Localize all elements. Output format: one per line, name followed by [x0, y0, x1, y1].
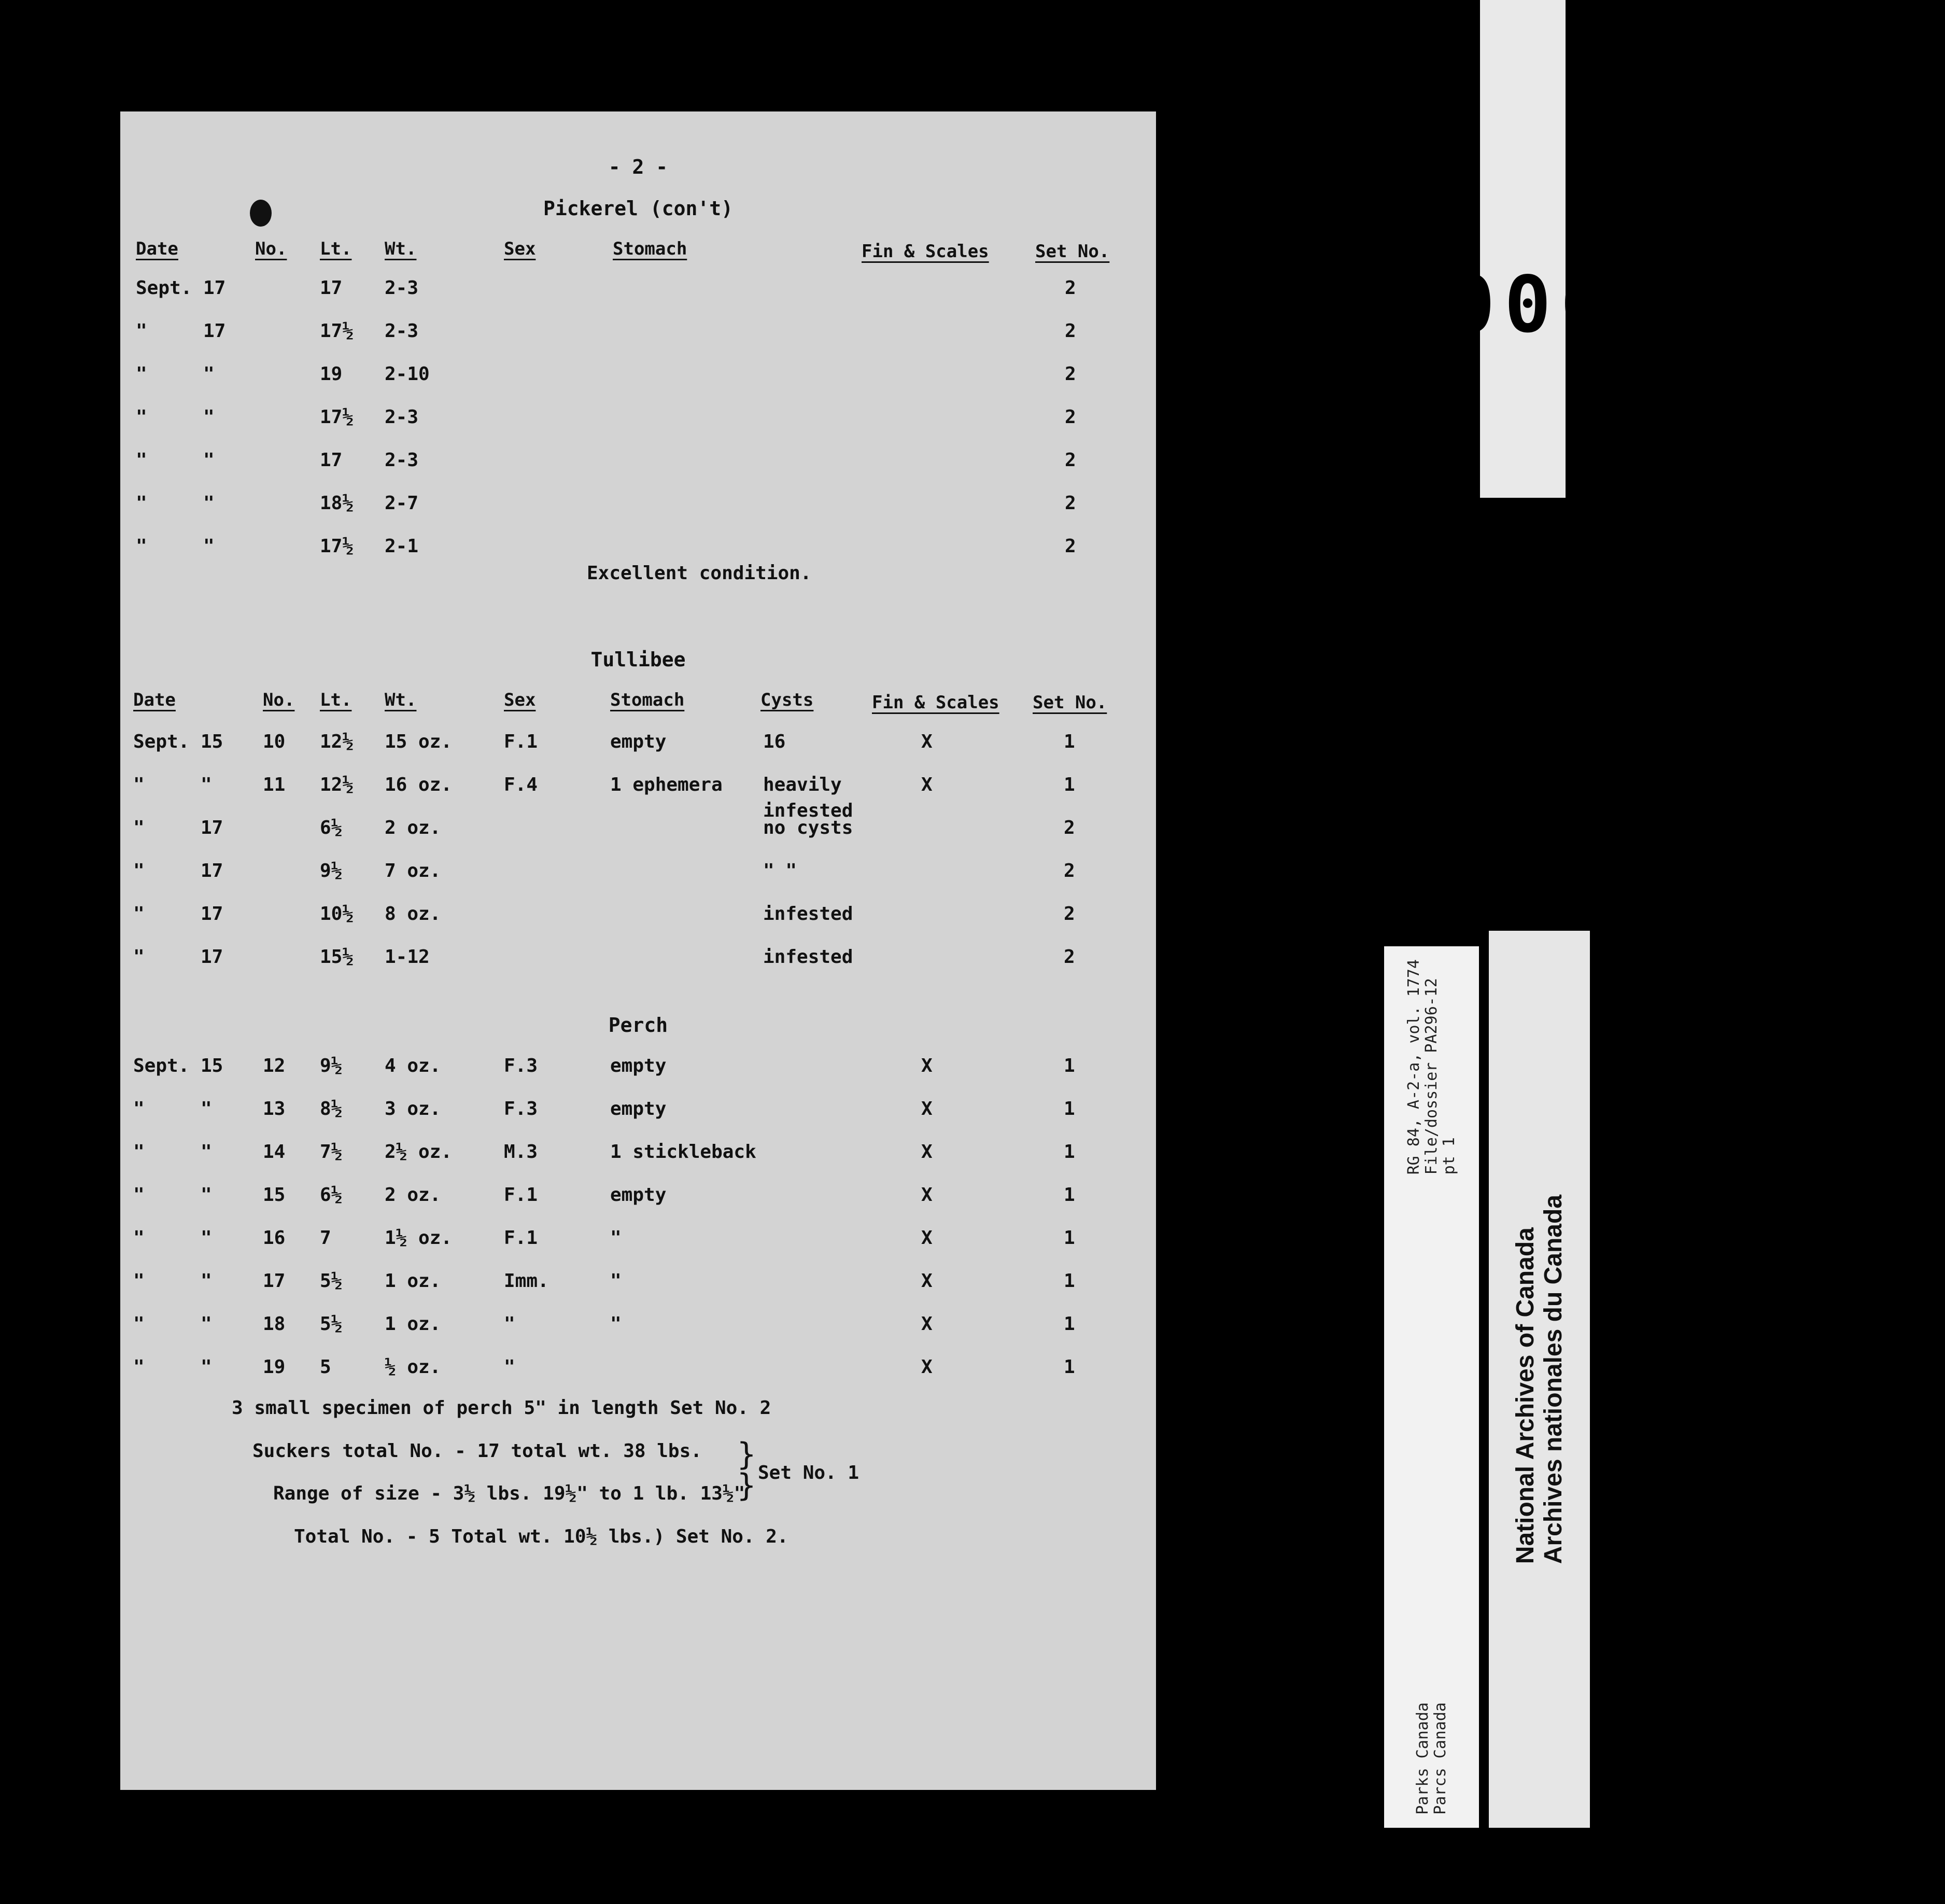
pickerel-header-fin-scales: Fin & Scales	[862, 241, 989, 262]
tullibee-header-lt: Lt.	[320, 690, 352, 710]
perch-row-fin-scales: X	[921, 1227, 933, 1249]
pickerel-row-length: 18½	[320, 493, 354, 514]
tullibee-row-date-day: "	[201, 774, 212, 795]
tullibee-row-weight: 2 oz.	[385, 817, 441, 838]
tullibee-row-fin-scales: X	[921, 774, 933, 795]
tullibee-row-date-month: "	[133, 860, 145, 881]
perch-row-length: 5½	[320, 1270, 343, 1292]
pickerel-row-weight: 2-3	[385, 407, 419, 428]
pickerel-row-date-month: "	[136, 320, 147, 342]
tullibee-row-length: 10½	[320, 903, 354, 925]
suckers-set-2-total: Total No. - 5 Total wt. 10½ lbs.) Set No. 2.	[294, 1526, 788, 1547]
pickerel-header-no: No.	[255, 239, 287, 259]
pickerel-title: Pickerel (con't)	[543, 197, 734, 220]
perch-row-set-no: 1	[1064, 1098, 1075, 1119]
frame-number-strip	[1326, 0, 1720, 498]
suckers-brace-lower: }	[737, 1467, 756, 1504]
pickerel-row-date-day: "	[203, 407, 215, 428]
tullibee-row-stomach: empty	[610, 731, 667, 752]
tullibee-row-date-month: "	[133, 817, 145, 838]
pickerel-row-date-month: "	[136, 407, 147, 428]
perch-row-set-no: 1	[1064, 1141, 1075, 1163]
tullibee-row-date-month: "	[133, 946, 145, 968]
perch-row-length: 6½	[320, 1184, 343, 1206]
perch-row-sex: "	[504, 1356, 515, 1378]
pickerel-row-date-day: 17	[203, 320, 226, 342]
perch-row-number: 17	[263, 1270, 286, 1292]
pickerel-row-weight: 2-3	[385, 320, 419, 342]
tullibee-row-stomach: 1 ephemera	[610, 774, 723, 795]
perch-row-date-day: 15	[201, 1055, 223, 1076]
tullibee-row-length: 12½	[320, 774, 354, 795]
perch-row-date-month: "	[133, 1227, 145, 1249]
perch-row-set-no: 1	[1064, 1055, 1075, 1076]
tullibee-row-set-no: 2	[1064, 817, 1075, 838]
suckers-set-1: Set No. 1	[758, 1462, 859, 1483]
tullibee-row-length: 6½	[320, 817, 343, 838]
tullibee-row-length: 12½	[320, 731, 354, 752]
pickerel-row-set-no: 2	[1065, 277, 1076, 299]
perch-row-stomach: empty	[610, 1098, 667, 1119]
pickerel-header-stomach: Stomach	[613, 239, 687, 259]
tullibee-header-cysts: Cysts	[760, 690, 814, 710]
parks-canada-text	[1414, 1702, 1449, 1815]
pickerel-row-date-month: Sept.	[136, 277, 192, 299]
tullibee-header-no: No.	[263, 690, 295, 710]
tullibee-header-set-no: Set No.	[1033, 692, 1107, 713]
archives-name-fr: Archives nationales du Canada	[1539, 1194, 1567, 1564]
perch-row-fin-scales: X	[921, 1098, 933, 1119]
perch-row-weight: 1½ oz.	[385, 1227, 453, 1249]
page-number: - 2 -	[608, 156, 668, 178]
perch-row-number: 18	[263, 1313, 286, 1335]
perch-row-date-day: "	[201, 1313, 212, 1335]
perch-row-stomach: empty	[610, 1055, 667, 1076]
document-page	[120, 111, 1156, 1790]
pickerel-row-set-no: 2	[1065, 493, 1076, 514]
pickerel-row-set-no: 2	[1065, 320, 1076, 342]
tullibee-row-set-no: 1	[1064, 731, 1075, 752]
pickerel-row-length: 17	[320, 450, 343, 471]
tullibee-row-weight: 16 oz.	[385, 774, 453, 795]
pickerel-row-set-no: 2	[1065, 363, 1076, 385]
perch-row-stomach: "	[610, 1270, 622, 1292]
perch-row-number: 15	[263, 1184, 286, 1206]
pickerel-row-set-no: 2	[1065, 450, 1076, 471]
tullibee-row-set-no: 2	[1064, 946, 1075, 968]
pickerel-row-weight: 2-10	[385, 363, 430, 385]
perch-row-date-month: "	[133, 1270, 145, 1292]
archives-text	[1512, 1195, 1568, 1564]
perch-row-number: 13	[263, 1098, 286, 1119]
perch-row-set-no: 1	[1064, 1270, 1075, 1292]
pickerel-row-set-no: 2	[1065, 536, 1076, 557]
perch-row-length: 5½	[320, 1313, 343, 1335]
perch-row-fin-scales: X	[921, 1270, 933, 1292]
perch-row-sex: F.1	[504, 1227, 538, 1249]
pickerel-row-length: 17½	[320, 407, 354, 428]
perch-row-fin-scales: X	[921, 1141, 933, 1163]
perch-row-stomach: "	[610, 1313, 622, 1335]
pickerel-row-weight: 2-3	[385, 277, 419, 299]
perch-row-set-no: 1	[1064, 1184, 1075, 1206]
pickerel-header-sex: Sex	[504, 239, 536, 259]
perch-row-length: 8½	[320, 1098, 343, 1119]
perch-row-date-month: Sept.	[133, 1055, 190, 1076]
tullibee-row-weight: 7 oz.	[385, 860, 441, 881]
tullibee-row-date-month: "	[133, 903, 145, 925]
pickerel-row-date-day: "	[203, 363, 215, 385]
perch-row-fin-scales: X	[921, 1055, 933, 1076]
tullibee-header-stomach: Stomach	[610, 690, 685, 710]
tullibee-row-length: 15½	[320, 946, 354, 968]
perch-row-sex: F.3	[504, 1098, 538, 1119]
tullibee-row-cysts: infested	[763, 903, 853, 925]
tullibee-row-date-month: "	[133, 774, 145, 795]
tullibee-row-weight: 1-12	[385, 946, 430, 968]
tullibee-row-cysts: no cysts	[763, 817, 853, 838]
reference-text	[1405, 959, 1458, 1174]
perch-row-stomach: "	[610, 1227, 622, 1249]
perch-row-fin-scales: X	[921, 1356, 933, 1378]
pickerel-row-date-day: "	[203, 536, 215, 557]
tullibee-row-fin-scales: X	[921, 731, 933, 752]
tullibee-header-sex: Sex	[504, 690, 536, 710]
perch-row-sex: M.3	[504, 1141, 538, 1163]
pickerel-row-weight: 2-7	[385, 493, 419, 514]
tullibee-row-set-no: 2	[1064, 860, 1075, 881]
reference-line-2: File/dossier PA296-12	[1422, 978, 1441, 1175]
perch-row-weight: 2½ oz.	[385, 1141, 453, 1163]
pickerel-row-length: 19	[320, 363, 343, 385]
parks-canada-en: Parks Canada	[1413, 1702, 1432, 1815]
perch-row-number: 16	[263, 1227, 286, 1249]
perch-row-weight: 3 oz.	[385, 1098, 441, 1119]
pickerel-header-lt: Lt.	[320, 239, 352, 259]
tullibee-header-wt: Wt.	[385, 690, 417, 710]
reference-label	[1384, 946, 1479, 1828]
pickerel-row-date-month: "	[136, 450, 147, 471]
tullibee-row-cysts: 16	[763, 731, 786, 752]
perch-row-fin-scales: X	[921, 1184, 933, 1206]
perch-row-date-month: "	[133, 1184, 145, 1206]
perch-row-stomach: 1 stickleback	[610, 1141, 756, 1163]
tullibee-row-date-day: 17	[201, 903, 223, 925]
perch-row-date-day: "	[201, 1356, 212, 1378]
perch-row-date-month: "	[133, 1313, 145, 1335]
suckers-brace: }	[737, 1436, 756, 1473]
tullibee-title: Tullibee	[590, 648, 686, 671]
perch-title: Perch	[608, 1014, 668, 1037]
perch-row-length: 9½	[320, 1055, 343, 1076]
pickerel-row-date-day: "	[203, 450, 215, 471]
perch-row-number: 19	[263, 1356, 286, 1378]
pickerel-header-set-no: Set No.	[1035, 241, 1110, 262]
perch-row-length: 7½	[320, 1141, 343, 1163]
pickerel-row-length: 17½	[320, 320, 354, 342]
pickerel-header-wt: Wt.	[385, 239, 417, 259]
tullibee-header-date: Date	[133, 690, 176, 710]
frame-number: 0000059	[1326, 256, 1720, 346]
perch-row-set-no: 1	[1064, 1356, 1075, 1378]
perch-row-date-month: "	[133, 1141, 145, 1163]
tullibee-row-weight: 8 oz.	[385, 903, 441, 925]
perch-row-weight: 2 oz.	[385, 1184, 441, 1206]
archives-label	[1489, 931, 1590, 1828]
perch-note: 3 small specimen of perch 5" in length Set No. 2	[232, 1397, 771, 1419]
perch-row-weight: 1 oz.	[385, 1270, 441, 1292]
perch-row-number: 14	[263, 1141, 286, 1163]
tullibee-row-date-day: 17	[201, 817, 223, 838]
perch-row-date-day: "	[201, 1270, 212, 1292]
perch-row-number: 12	[263, 1055, 286, 1076]
reference-line-1: RG 84, A-2-a, vol. 1774	[1404, 959, 1423, 1175]
reference-line-3: pt 1	[1440, 1137, 1458, 1175]
pickerel-row-date-day: "	[203, 493, 215, 514]
perch-row-stomach: empty	[610, 1184, 667, 1206]
parks-canada-fr: Parcs Canada	[1431, 1702, 1449, 1815]
suckers-range: Range of size - 3½ lbs. 19½" to 1 lb. 13½"	[273, 1483, 745, 1504]
perch-row-set-no: 1	[1064, 1313, 1075, 1335]
archives-name-en: National Archives of Canada	[1511, 1227, 1539, 1564]
perch-row-weight: ½ oz.	[385, 1356, 441, 1378]
pickerel-row-length: 17½	[320, 536, 354, 557]
pickerel-row-date-month: "	[136, 493, 147, 514]
pickerel-row-set-no: 2	[1065, 407, 1076, 428]
perch-row-date-day: "	[201, 1227, 212, 1249]
tullibee-row-cysts: " "	[763, 860, 797, 881]
tullibee-row-number: 11	[263, 774, 286, 795]
pickerel-note: Excellent condition.	[587, 563, 812, 584]
perch-row-date-month: "	[133, 1356, 145, 1378]
tullibee-row-date-month: Sept.	[133, 731, 190, 752]
perch-row-weight: 1 oz.	[385, 1313, 441, 1335]
tullibee-row-date-day: 15	[201, 731, 223, 752]
pickerel-row-date-day: 17	[203, 277, 226, 299]
pickerel-row-weight: 2-3	[385, 450, 419, 471]
tullibee-row-date-day: 17	[201, 860, 223, 881]
tullibee-row-date-day: 17	[201, 946, 223, 968]
tullibee-row-set-no: 1	[1064, 774, 1075, 795]
pickerel-row-length: 17	[320, 277, 343, 299]
tullibee-row-set-no: 2	[1064, 903, 1075, 925]
tullibee-row-length: 9½	[320, 860, 343, 881]
perch-row-weight: 4 oz.	[385, 1055, 441, 1076]
perch-row-date-day: "	[201, 1141, 212, 1163]
suckers-total: Suckers total No. - 17 total wt. 38 lbs.	[252, 1440, 702, 1462]
tullibee-cysts-continuation: infested	[763, 800, 853, 821]
tullibee-row-sex: F.4	[504, 774, 538, 795]
tullibee-row-number: 10	[263, 731, 286, 752]
tullibee-header-fin-scales: Fin & Scales	[872, 692, 999, 713]
perch-row-fin-scales: X	[921, 1313, 933, 1335]
pickerel-row-date-month: "	[136, 536, 147, 557]
perch-row-sex: F.3	[504, 1055, 538, 1076]
perch-row-sex: "	[504, 1313, 515, 1335]
perch-row-date-day: "	[201, 1098, 212, 1119]
perch-row-sex: F.1	[504, 1184, 538, 1206]
tullibee-row-cysts: infested	[763, 946, 853, 968]
perch-row-date-month: "	[133, 1098, 145, 1119]
perch-row-date-day: "	[201, 1184, 212, 1206]
perch-row-set-no: 1	[1064, 1227, 1075, 1249]
perch-row-sex: Imm.	[504, 1270, 549, 1292]
pickerel-row-weight: 2-1	[385, 536, 419, 557]
tullibee-row-weight: 15 oz.	[385, 731, 453, 752]
pickerel-header-date: Date	[136, 239, 178, 259]
perch-row-length: 7	[320, 1227, 331, 1249]
pickerel-row-date-month: "	[136, 363, 147, 385]
tullibee-row-cysts: heavily	[763, 774, 842, 795]
perch-row-length: 5	[320, 1356, 331, 1378]
tullibee-row-sex: F.1	[504, 731, 538, 752]
